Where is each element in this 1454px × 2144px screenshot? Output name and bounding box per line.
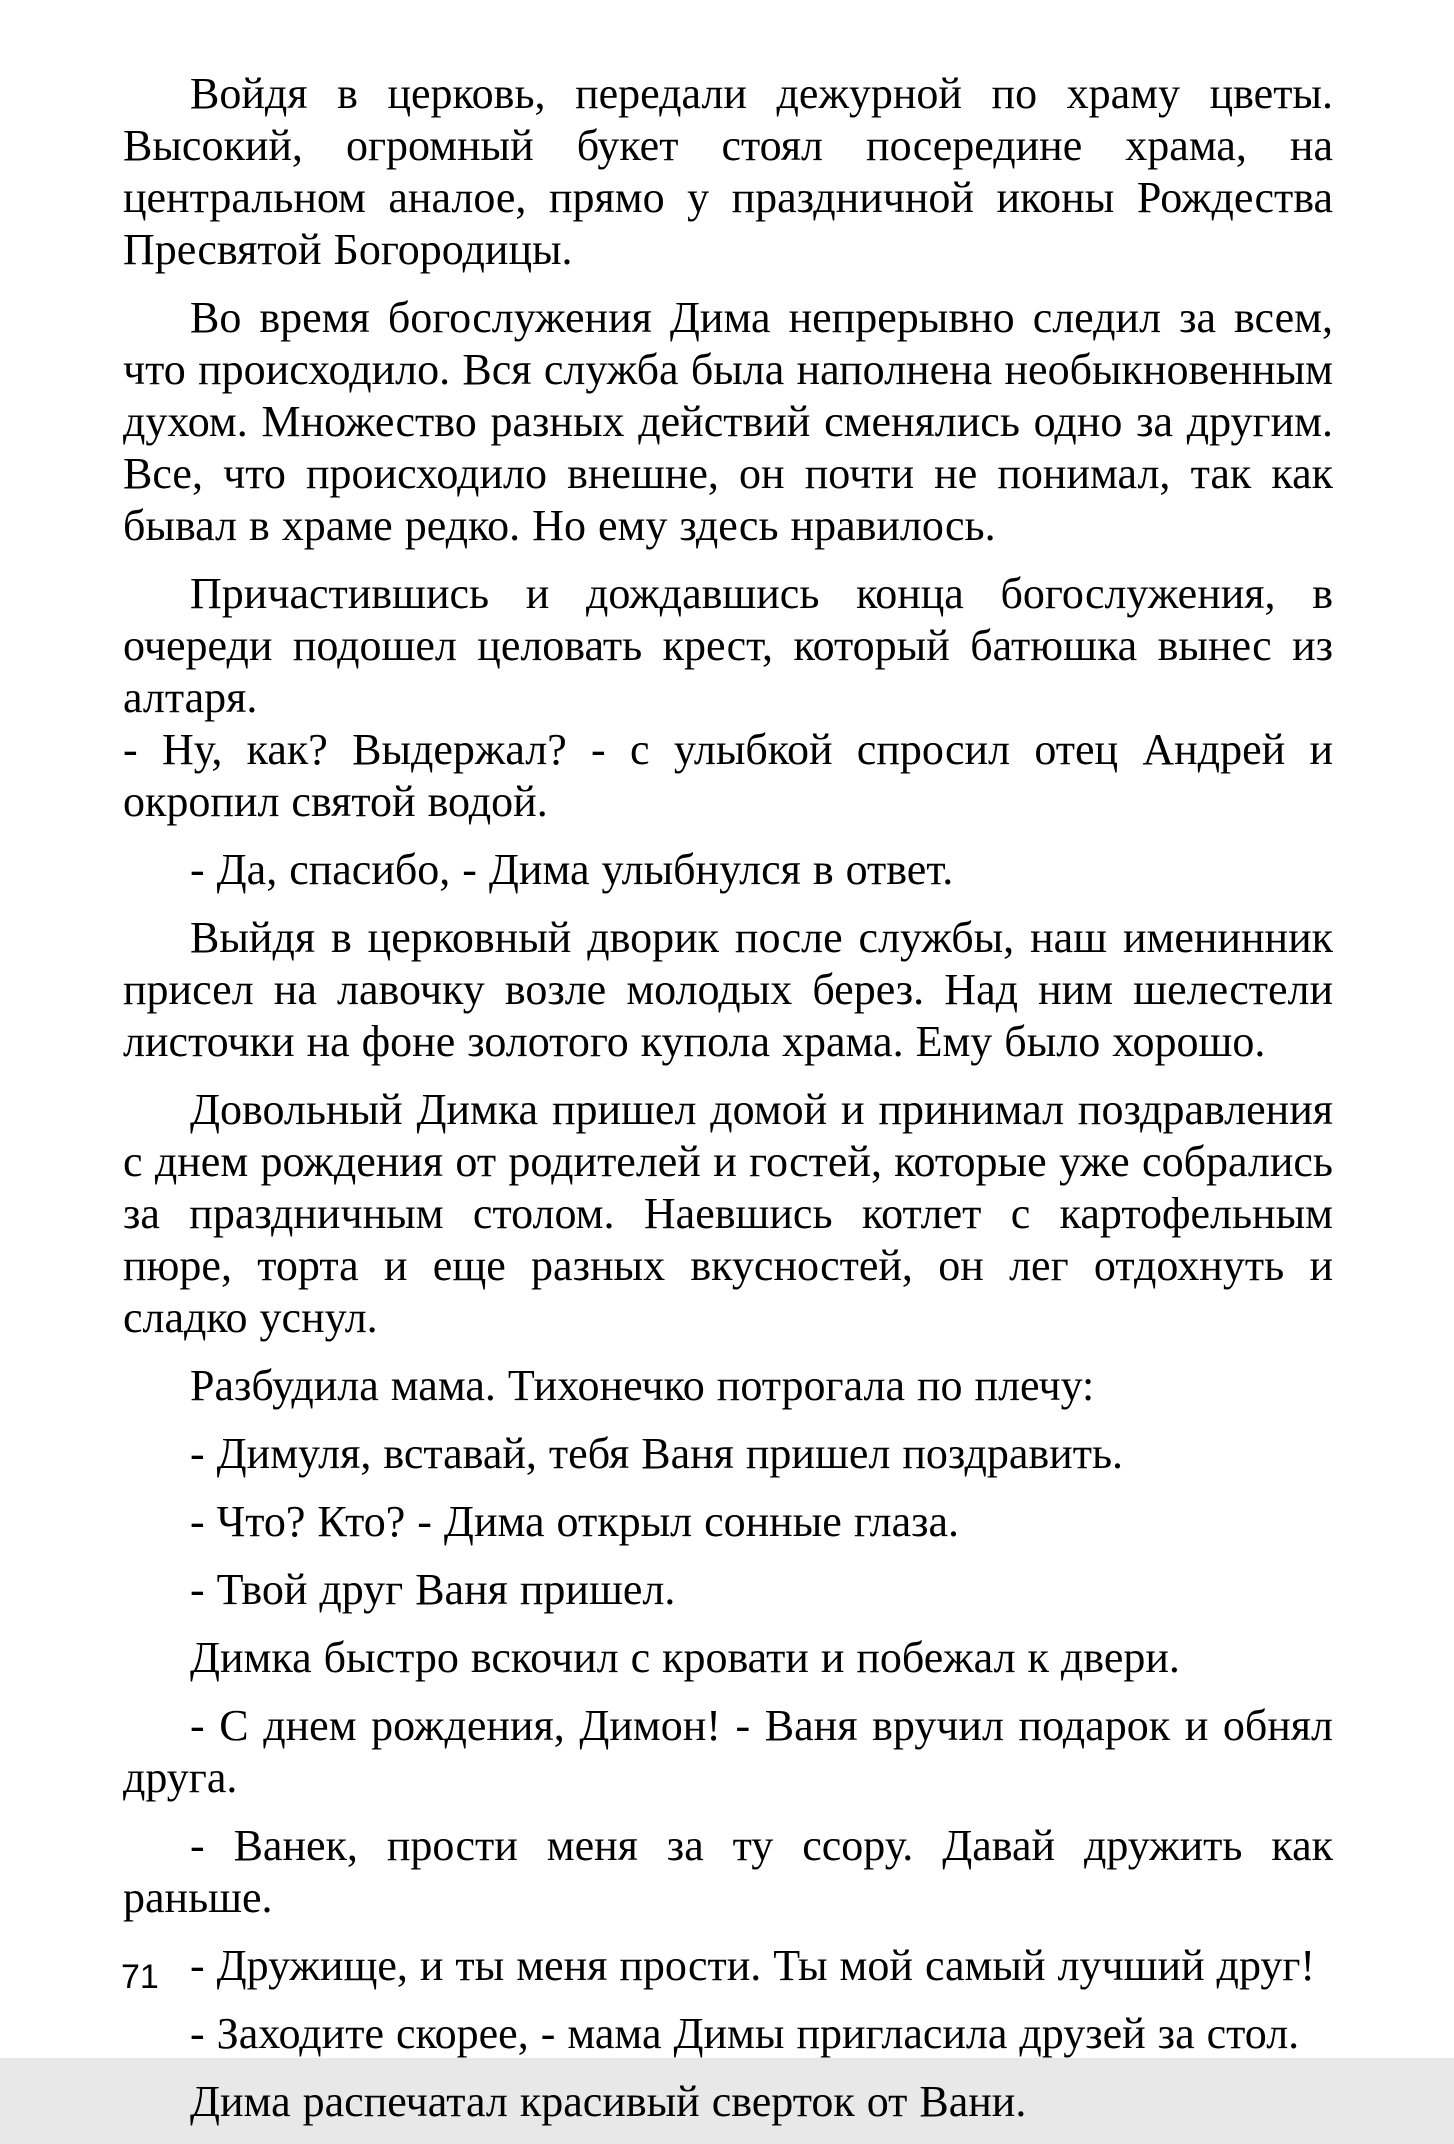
dialogue-paragraph: - Ванек, прости меня за ту ссору. Давай дружить как раньше. <box>123 1821 1333 1922</box>
text-paragraph: Дима распечатал красивый сверток от Вани. <box>190 2077 1027 2126</box>
dialogue-paragraph: - Что? Кто? - Дима открыл сонные глаза. <box>190 1497 960 1546</box>
dialogue-paragraph: - С днем рождения, Димон! - Ваня вручил подарок и обнял друга. <box>123 1701 1333 1802</box>
page-number: 71 <box>121 1958 159 1996</box>
text-paragraph: Во время богослужения Дима непрерывно следил за всем, что происходило. Вся служба была наполнена необыкновенным духом. Множество разных действий сменялись одно за другим. Все, что происходило внешне, он почти не понимал, так как бывал в храме редко. Но ему здесь нравилось. <box>123 293 1333 550</box>
text-paragraph: Выйдя в церковный дворик после службы, наш именинник присел на лавочку возле молодых берез. Над ним шелестели листочки на фоне золотого купола храма. Ему было хорошо. <box>123 913 1333 1066</box>
text-paragraph: Причастившись и дождавшись конца богослужения, в очереди подошел целовать крест, который батюшка вынес из алтаря. <box>123 569 1333 722</box>
dialogue-paragraph: - Да, спасибо, - Дима улыбнулся в ответ. <box>190 845 954 894</box>
text-block <box>123 68 1333 2144</box>
text-paragraph: Разбудила мама. Тихонечко потрогала по плечу: <box>190 1361 1095 1410</box>
text-paragraph: Войдя в церковь, передали дежурной по храму цветы. Высокий, огромный букет стоял посередине храма, на центральном аналое, прямо у праздничной иконы Рождества Пресвятой Богородицы. <box>123 69 1333 274</box>
dialogue-paragraph: - Дружище, и ты меня прости. Ты мой самый лучший друг! <box>190 1941 1316 1990</box>
dialogue-paragraph: - Заходите скорее, - мама Димы пригласила друзей за стол. <box>190 2009 1300 2058</box>
dialogue-paragraph: - Ну, как? Выдержал? - с улыбкой спросил отец Андрей и окропил святой водой. <box>123 725 1333 826</box>
dialogue-paragraph: - Твой друг Ваня пришел. <box>190 1565 676 1614</box>
text-paragraph: Димка быстро вскочил с кровати и побежал к двери. <box>190 1633 1180 1682</box>
text-paragraph: Довольный Димка пришел домой и принимал поздравления с днем рождения от родителей и гостей, которые уже собрались за праздничным столом. Наевшись котлет с картофельным пюре, торта и еще разных вкусностей, он лег отдохнуть и сладко уснул. <box>123 1085 1333 1342</box>
dialogue-paragraph: - Димуля, вставай, тебя Ваня пришел поздравить. <box>190 1429 1124 1478</box>
